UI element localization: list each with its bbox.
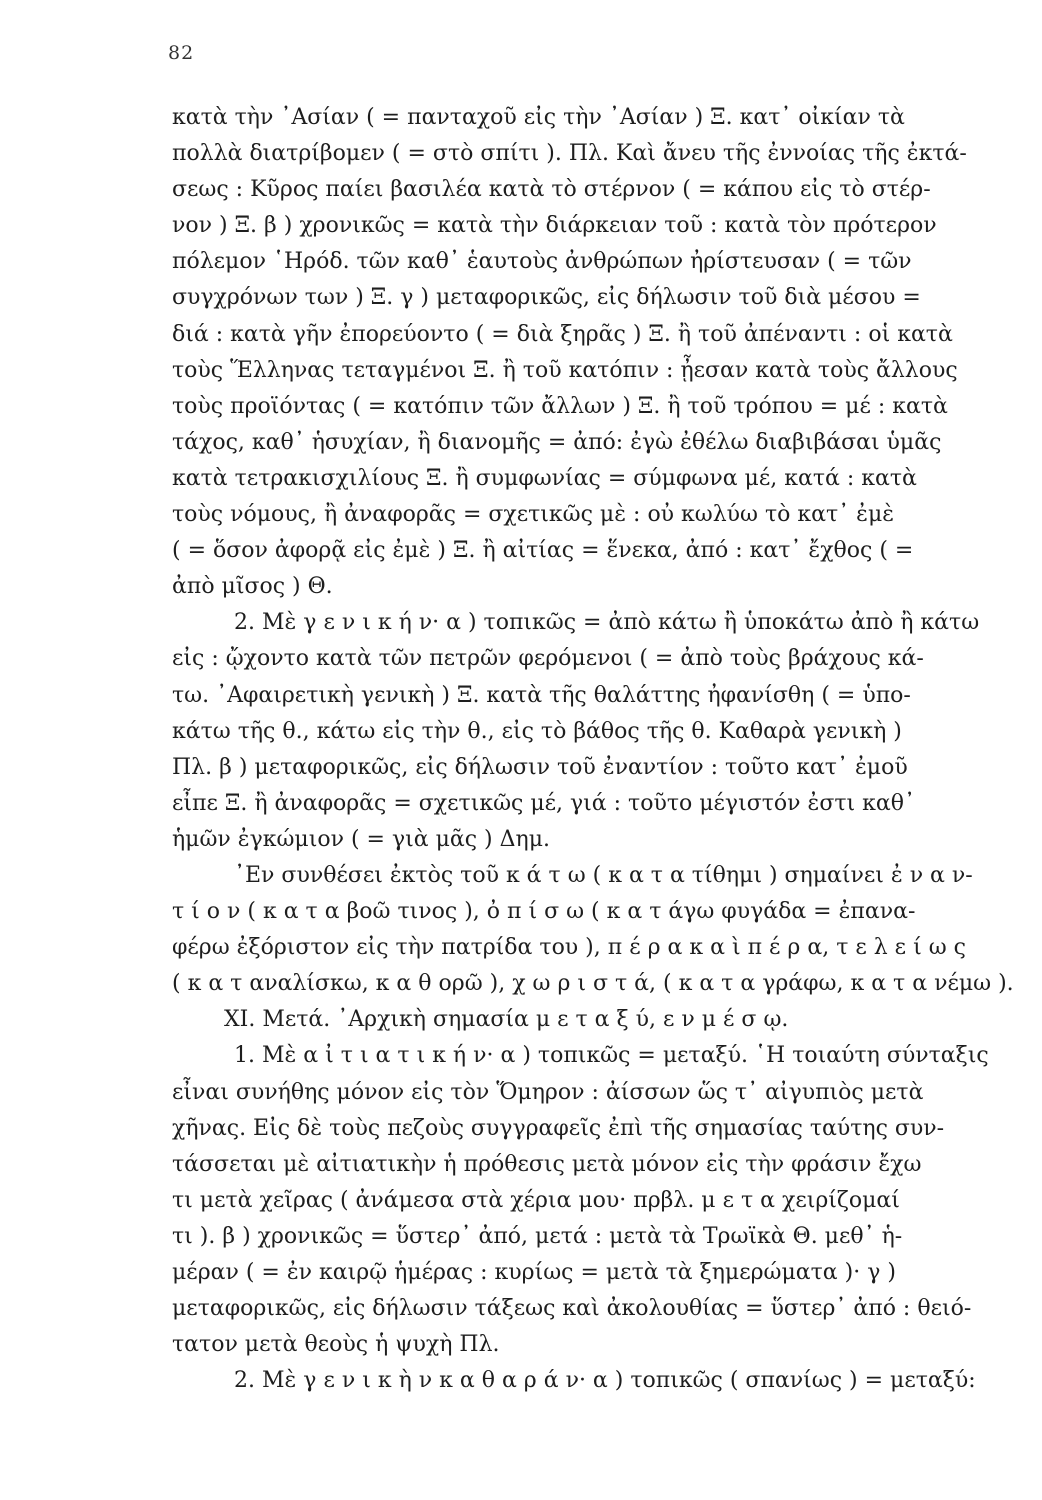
page-number: 82: [168, 42, 195, 64]
text-line: χῆνας. Εἰς δὲ τοὺς πεζοὺς συγγραφεῖς ἐπὶ τῆς σημασίας ταύτης συν-: [172, 1115, 945, 1141]
text-line: μεταφορικῶς, εἰς δήλωσιν τάξεως καὶ ἀκολουθίας = ὕστερ᾽ ἀπό : θειό-: [172, 1296, 972, 1322]
text-line: Πλ. β ) μεταφορικῶς, εἰς δήλωσιν τοῦ ἐναντίον : τοῦτο κατ᾽ ἐμοῦ: [172, 754, 908, 780]
text-line: εἶπε Ξ. ἢ ἀναφορᾶς = σχετικῶς μέ, γιά : τοῦτο μέγιστόν ἐστι καθ᾽: [172, 790, 915, 816]
text-line: τι μετὰ χεῖρας ( ἀνάμεσα στὰ χέρια μου· πρβλ. μ ε τ α χειρίζομαί: [172, 1187, 900, 1213]
text-line: τάχος, καθ᾽ ἡσυχίαν, ἢ διανομῆς = ἀπό: ἐγὼ ἐθέλω διαβιβάσαι ὑμᾶς: [172, 429, 942, 455]
text-line: τοὺς Ἕλληνας τεταγμένοι Ξ. ἢ τοῦ κατόπιν : ᾖεσαν κατὰ τοὺς ἄλλους: [172, 357, 958, 383]
text-line: τοὺς νόμους, ἢ ἀναφορᾶς = σχετικῶς μὲ : οὐ κωλύω τὸ κατ᾽ ἐμὲ: [172, 502, 895, 528]
text-line: τάσσεται μὲ αἰτιατικὴν ἡ πρόθεσις μετὰ μόνον εἰς τὴν φράσιν ἔχω: [172, 1151, 922, 1177]
text-line: 2. Μὲ γ ε ν ι κ ή ν· α ) τοπικῶς = ἀπὸ κάτω ἢ ὑποκάτω ἀπὸ ἢ κάτω: [234, 610, 980, 636]
text-line: συγχρόνων των ) Ξ. γ ) μεταφορικῶς, εἰς δήλωσιν τοῦ διὰ μέσου =: [172, 285, 921, 311]
text-line: κατὰ τὴν ᾽Ασίαν ( = πανταχοῦ εἰς τὴν ᾽Ασίαν ) Ξ. κατ᾽ οἰκίαν τὰ: [172, 105, 905, 130]
text-line: τ ί ο ν ( κ α τ α βοῶ τινος ), ὀ π ί σ ω ( κ α τ άγω φυγάδα = ἐπανα-: [172, 899, 916, 925]
text-line: τω. ᾽Αφαιρετικὴ γενικὴ ) Ξ. κατὰ τῆς θαλάττης ἠφανίσθη ( = ὑπο-: [172, 682, 911, 708]
text-line: τατον μετὰ θεοὺς ἡ ψυχὴ Πλ.: [172, 1332, 500, 1358]
section-heading: XI. Μετά. ᾽Αρχικὴ σημασία μ ε τ α ξ ύ, ε ν μ έ σ ῳ.: [224, 1007, 789, 1033]
text-line: εἰς : ᾤχοντο κατὰ τῶν πετρῶν φερόμενοι ( = ἀπὸ τοὺς βράχους κά-: [172, 646, 924, 672]
text-line: ᾽Εν συνθέσει ἐκτὸς τοῦ κ ά τ ω ( κ α τ α τίθημι ) σημαίνει ἐ ν α ν-: [234, 862, 973, 888]
text-line: ἡμῶν ἐγκώμιον ( = γιὰ μᾶς ) Δημ.: [172, 826, 550, 852]
text-line: ( κ α τ αναλίσκω, κ α θ ορῶ ), χ ω ρ ι σ τ ά, ( κ α τ α γράφω, κ α τ α νέμω ).: [172, 971, 1014, 997]
text-line: ( = ὅσον ἀφορᾷ εἰς ἐμὲ ) Ξ. ἢ αἰτίας = ἕνεκα, ἀπό : κατ᾽ ἔχθος ( =: [172, 538, 914, 564]
text-line: μέραν ( = ἐν καιρῷ ἡμέρας : κυρίως = μετὰ τὰ ξημερώματα )· γ ): [172, 1260, 896, 1285]
text-line: εἶναι συνήθης μόνον εἰς τὸν Ὅμηρον : ἀίσσων ὥς τ᾽ αἰγυπιὸς μετὰ: [172, 1079, 924, 1105]
text-line: κατὰ τετρακισχιλίους Ξ. ἢ συμφωνίας = σύμφωνα μέ, κατά : κατὰ: [172, 465, 917, 491]
text-line: διά : κατὰ γῆν ἐπορεύοντο ( = διὰ ξηρᾶς ) Ξ. ἢ τοῦ ἀπέναντι : οἱ κατὰ: [172, 321, 953, 347]
body-text: [172, 100, 1020, 1399]
text-line: σεως : Κῦρος παίει βασιλέα κατὰ τὸ στέρνον ( = κάπου εἰς τὸ στέρ-: [172, 177, 931, 203]
text-line: πόλεμον ῾Ηρόδ. τῶν καθ᾽ ἑαυτοὺς ἀνθρώπων ἠρίστευσαν ( = τῶν: [172, 249, 912, 275]
text-line: 1. Μὲ α ἰ τ ι α τ ι κ ή ν· α ) τοπικῶς = μεταξύ. ῾Η τοιαύτη σύνταξις: [234, 1043, 989, 1069]
text-line: 2. Μὲ γ ε ν ι κ ὴ ν κ α θ α ρ ά ν· α ) τοπικῶς ( σπανίως ) = μεταξύ:: [234, 1368, 976, 1394]
text-line: κάτω τῆς θ., κάτω εἰς τὴν θ., εἰς τὸ βάθος τῆς θ. Καθαρὰ γενικὴ ): [172, 718, 902, 744]
text-line: πολλὰ διατρίβομεν ( = στὸ σπίτι ). Πλ. Καὶ ἄνευ τῆς ἐννοίας τῆς ἐκτά-: [172, 141, 967, 167]
text-line: τοὺς προϊόντας ( = κατόπιν τῶν ἄλλων ) Ξ. ἢ τοῦ τρόπου = μέ : κατὰ: [172, 393, 948, 419]
text-line: φέρω ἐξόριστον εἰς τὴν πατρίδα του ), π έ ρ α κ α ὶ π έ ρ α, τ ε λ ε ί ω ς: [172, 935, 966, 961]
text-line: τι ). β ) χρονικῶς = ὕστερ᾽ ἀπό, μετά : μετὰ τὰ Τρωϊκὰ Θ. μεθ᾽ ἡ-: [172, 1223, 903, 1249]
text-line: ἀπὸ μῖσος ) Θ.: [172, 574, 333, 600]
text-line: νον ) Ξ. β ) χρονικῶς = κατὰ τὴν διάρκειαν τοῦ : κατὰ τὸν πρότερον: [172, 213, 937, 239]
